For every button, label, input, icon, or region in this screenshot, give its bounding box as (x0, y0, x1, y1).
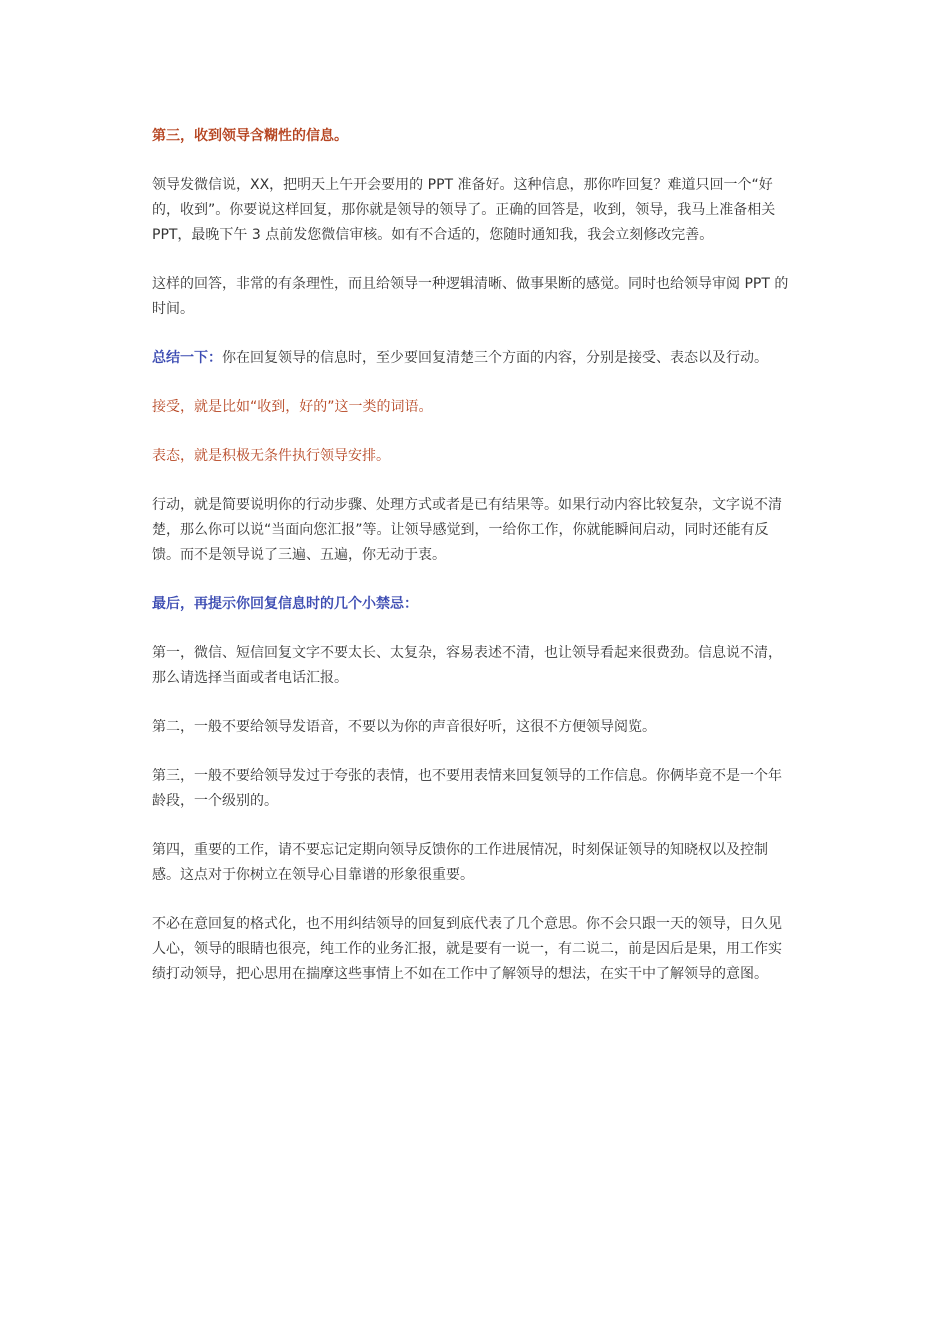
tip-2: 第二，一般不要给领导发语音，不要以为你的声音很好听，这很不方便领导阅览。 (152, 719, 656, 735)
attitude-paragraph: 表态，就是积极无条件执行领导安排。 (152, 448, 390, 464)
document-body (152, 124, 792, 1011)
tip-3: 第三，一般不要给领导发过于夸张的表情，也不要用表情来回复领导的工作信息。你俩毕竟不是一个年龄段，一个级别的。 (152, 768, 782, 809)
summary-paragraph (152, 346, 792, 371)
closing-paragraph: 不必在意回复的格式化，也不用纠结领导的回复到底代表了几个意思。你不会只跟一天的领导，日久见人心，领导的眼睛也很亮，纯工作的业务汇报，就是要有一说一，有二说二，前是因后是果，用工作实绩打动领导，把心思用在揣摩这些事情上不如在工作中了解领导的想法，在实干中了解领导的意图。 (152, 916, 782, 982)
tip-4: 第四，重要的工作，请不要忘记定期向领导反馈你的工作进展情况，时刻保证领导的知晓权以及控制感。这点对于你树立在领导心目靠谱的形象很重要。 (152, 842, 768, 883)
section-heading: 第三，收到领导含糊性的信息。 (152, 128, 348, 144)
paragraph-example: 领导发微信说，XX，把明天上午开会要用的 PPT 准备好。这种信息，那你咋回复？难道只回一个“好的，收到”。你要说这样回复，那你就是领导的领导了。正确的回答是，收到，领导，我马上准备相关 PPT，最晚下午 3 点前发您微信审核。如有不合适的，您随时通知我，我会立刻修改完善。 (152, 177, 776, 243)
final-heading: 最后，再提示你回复信息时的几个小禁忌： (152, 596, 418, 612)
action-paragraph: 行动，就是简要说明你的行动步骤、处理方式或者是已有结果等。如果行动内容比较复杂，文字说不清楚，那么你可以说“当面向您汇报”等。让领导感觉到，一给你工作，你就能瞬间启动，同时还能有反馈。而不是领导说了三遍、五遍，你无动于衷。 (152, 497, 782, 563)
summary-text: 你在回复领导的信息时，至少要回复清楚三个方面的内容，分别是接受、表态以及行动。 (222, 350, 768, 366)
paragraph-explanation: 这样的回答，非常的有条理性，而且给领导一种逻辑清晰、做事果断的感觉。同时也给领导审阅 PPT 的时间。 (152, 276, 789, 317)
summary-label: 总结一下： (152, 350, 222, 366)
tip-1: 第一，微信、短信回复文字不要太长、太复杂，容易表述不清，也让领导看起来很费劲。信息说不清，那么请选择当面或者电话汇报。 (152, 645, 782, 686)
accept-paragraph: 接受，就是比如“收到，好的”这一类的词语。 (152, 399, 433, 415)
